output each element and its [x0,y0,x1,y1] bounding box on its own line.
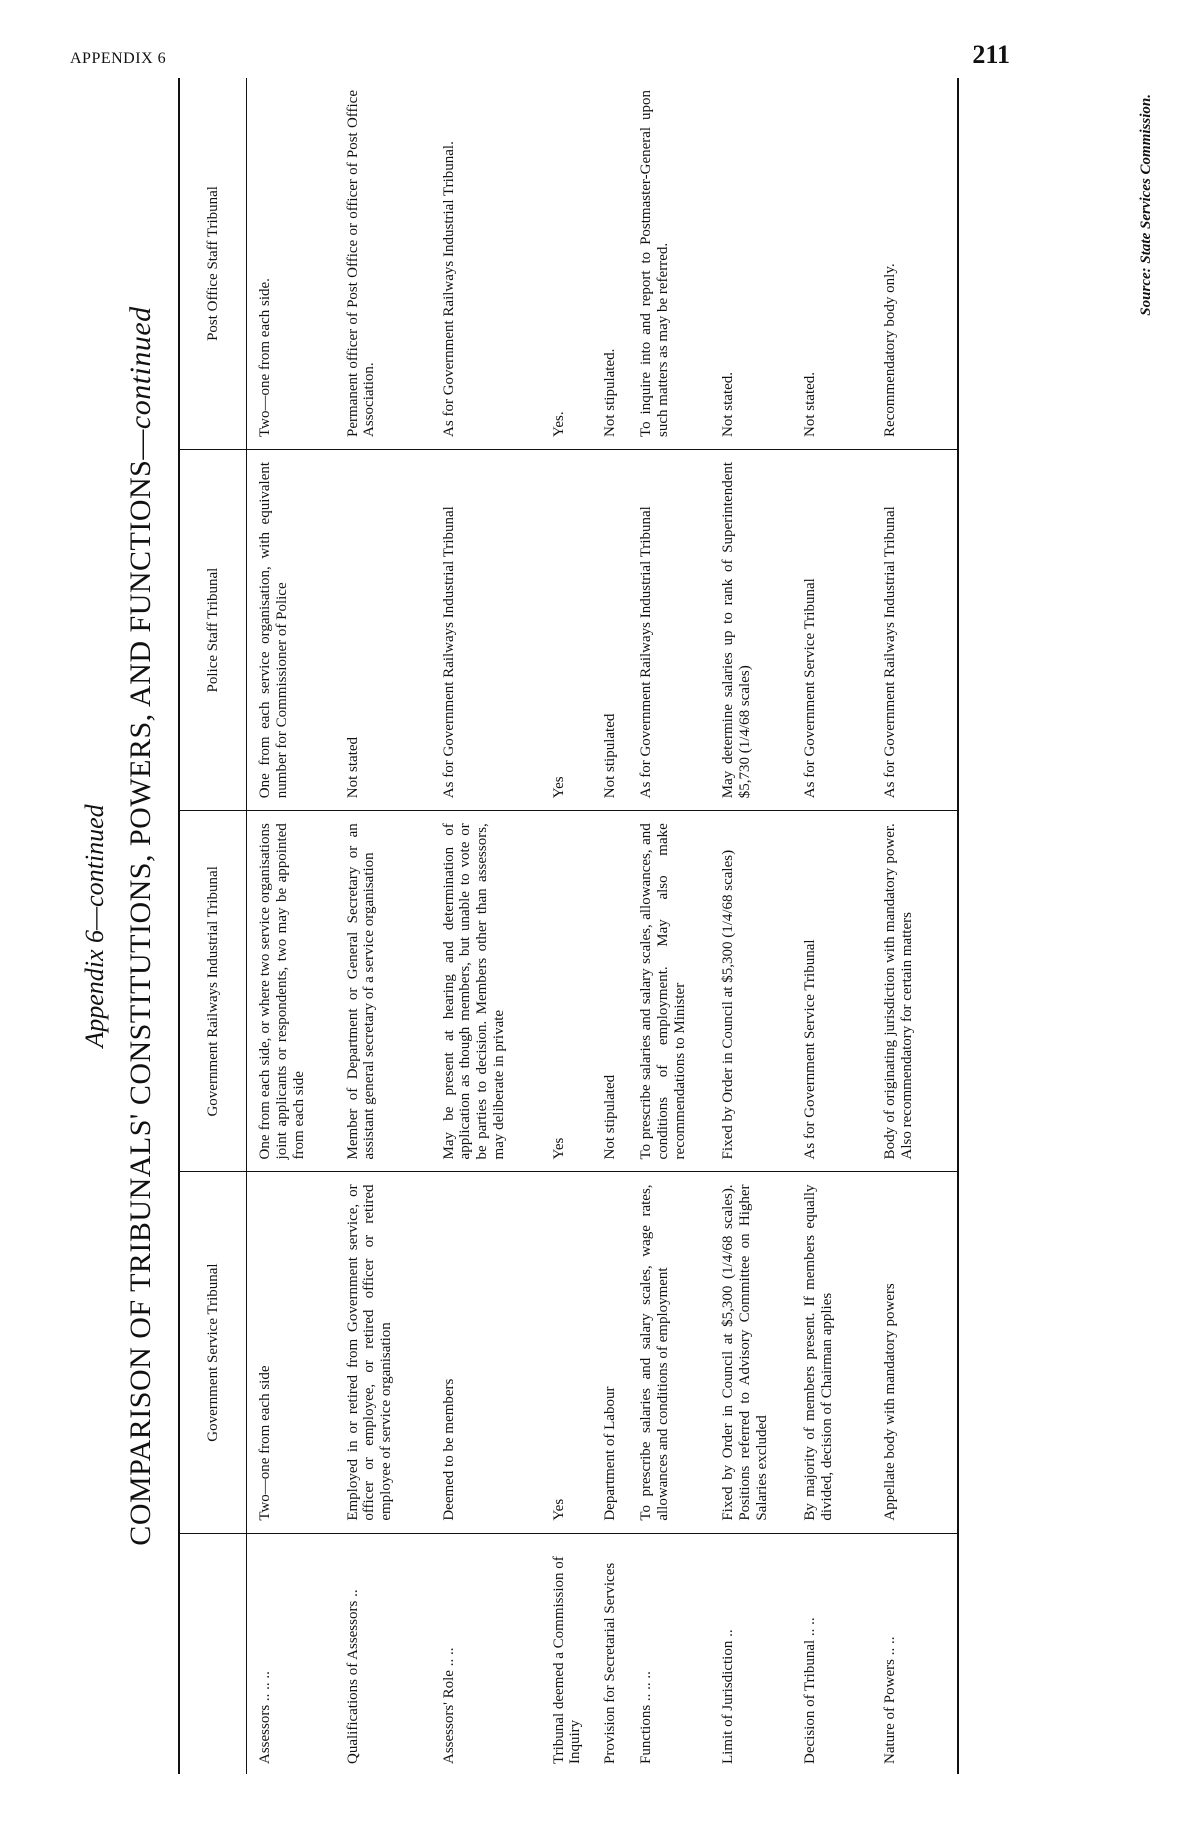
column-header: Police Staff Tribunal [179,449,247,810]
table-cell: Not stated. [710,78,792,449]
table-cell: Appellate body with mandatory powers [872,1172,958,1533]
table-cell: As for Government Railways Industrial Tribunal. [431,78,541,449]
table-row [431,78,541,1774]
table-row [628,78,710,1774]
table-cell: As for Government Service Tribunal [792,811,872,1172]
table-row [710,78,792,1774]
table-cell: By majority of members present. If members equally divided, decision of Chairman applies [792,1172,872,1533]
table-cell: Not stated [335,449,431,810]
table-cell: As for Government Railways Industrial Tribunal [872,449,958,810]
row-label: Assessors' Role .. .. [440,1647,457,1764]
table-cell: Employed in or retired from Government service, or officer or employee, or retired officer or retired employee of service organisation [335,1172,431,1533]
running-head: APPENDIX 6 [70,50,167,67]
table-cell: May be present at hearing and determination of application as though members, but unable to vote or be parties to decision. Members other than assessors, may deliberate in private [431,811,541,1172]
table-cell: May determine salaries up to rank of Superintendent $5,730 (1/4/68 scales) [710,449,792,810]
table-cell: Fixed by Order in Council at $5,300 (1/4/68 scales) [710,811,792,1172]
table-cell: Not stipulated. [592,78,628,449]
table-heading [124,78,158,1774]
row-label: Limit of Jurisdiction .. [720,1629,737,1764]
table-cell: Two—one from each side [247,1172,335,1533]
table-header-row [179,78,247,1774]
table-row [247,78,335,1774]
row-label: Nature of Powers .. .. [872,1533,958,1774]
table-cell: Two—one from each side. [247,78,335,449]
table-cell: As for Government Railways Industrial Tribunal [628,449,710,810]
table-row [792,78,872,1774]
header-blank [179,1533,247,1774]
table-heading-main: COMPARISON OF TRIBUNALS' CONSTITUTIONS, POWERS, AND FUNCTIONS— [124,429,157,1546]
row-label: Functions .. .. .. [638,1671,655,1764]
table-cell: Deemed to be members [431,1172,541,1533]
table-cell: Not stated. [792,78,872,449]
rotated-table-area [80,78,1190,1774]
row-label: Qualifications of Assessors .. [344,1589,361,1764]
table-cell: Yes [541,811,593,1172]
table-cell: To prescribe salaries and salary scales, wage rates, allowances and conditions of employment [628,1172,710,1533]
table-cell: As for Government Service Tribunal [792,449,872,810]
table-row [872,78,958,1774]
column-header: Post Office Staff Tribunal [179,78,247,449]
table-cell: To inquire into and report to Postmaster-General upon such matters as may be referred. [628,78,710,449]
source-note: Source: State Services Commission. [1138,94,1154,316]
table-heading-suffix: continued [124,306,157,430]
table-cell: Recommendatory body only. [872,78,958,449]
table-cell: To prescribe salaries and salary scales, allowances, and conditions of employment. May also make recommendations to Minister [628,811,710,1172]
table-cell: Not stipulated [592,449,628,810]
table-cell: Body of originating jurisdiction with mandatory power. Also recommendatory for certain matters [872,811,958,1172]
table-cell: Department of Labour [592,1172,628,1533]
table-cell: One from each service organisation, with equivalent number for Commissioner of Police [247,449,335,810]
table-cell: Fixed by Order in Council at $5,300 (1/4/68 scales). Positions referred to Advisory Committee on Higher Salaries excluded [710,1172,792,1533]
comparison-table [178,78,959,1774]
table-cell: As for Government Railways Industrial Tribunal [431,449,541,810]
column-header: Government Railways Industrial Tribunal [179,811,247,1172]
table-cell: Member of Department or General Secretary or an assistant general secretary of a service organisation [335,811,431,1172]
table-row [335,78,431,1774]
table-row [541,78,593,1774]
row-label: Assessors .. .. .. [257,1671,273,1764]
table-cell: Permanent officer of Post Office or officer of Post Office Association. [335,78,431,449]
row-label: Decision of Tribunal .. .. [802,1617,819,1764]
row-label: Tribunal deemed a Commission of Inquiry [550,1556,584,1764]
column-header: Government Service Tribunal [179,1172,247,1533]
appendix-title: Appendix 6—continued [80,804,109,1048]
page-number: 211 [972,40,1010,69]
table-cell: Not stipulated [592,811,628,1172]
table-cell: Yes [541,1172,593,1533]
row-label: Provision for Secretarial Services [602,1562,619,1764]
table-cell: Yes. [541,78,593,449]
table-row [592,78,628,1774]
table-cell: One from each side, or where two service organisations joint applicants or respondents, two may be appointed from each side [247,811,335,1172]
table-cell: Yes [541,449,593,810]
